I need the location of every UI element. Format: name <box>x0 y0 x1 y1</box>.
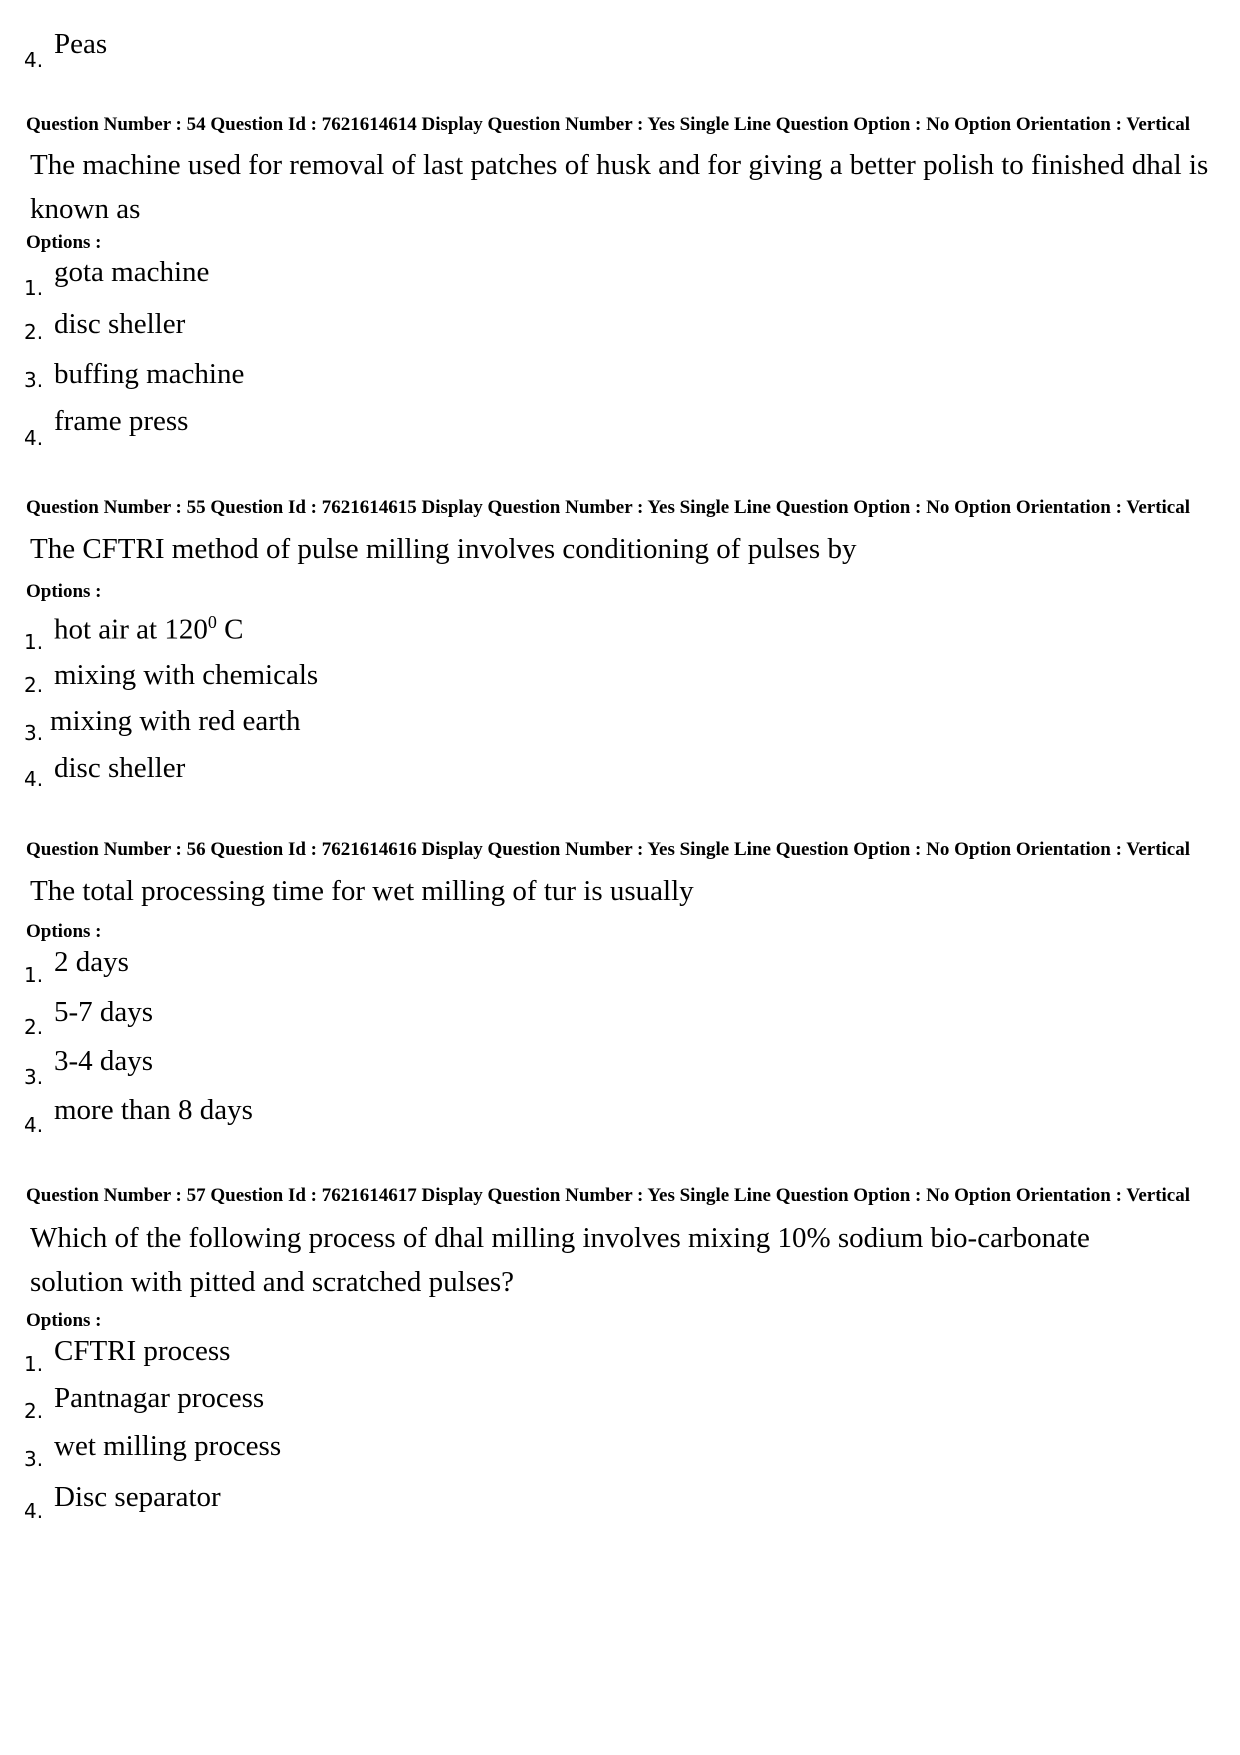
option-number: 2. <box>24 320 44 344</box>
q55-text: The CFTRI method of pulse milling involves conditioning of pulses by <box>30 533 857 565</box>
option-text: frame press <box>54 405 189 437</box>
option-text: gota machine <box>54 256 210 288</box>
q55-options-label: Options : <box>26 581 102 602</box>
option-text: mixing with red earth <box>50 705 301 737</box>
q54-options-label: Options : <box>26 232 102 253</box>
option-text: disc sheller <box>54 308 186 340</box>
option-text: more than 8 days <box>54 1094 253 1126</box>
degree-superscript: 0 <box>207 612 217 632</box>
option-text: 5-7 days <box>54 996 154 1028</box>
option-text: CFTRI process <box>54 1335 231 1367</box>
option-number: 1. <box>24 276 44 300</box>
option-text: 3-4 days <box>54 1045 154 1077</box>
option-number: 1. <box>24 963 44 987</box>
q54-meta: Question Number : 54 Question Id : 7621614614 Display Question Number : Yes Single Line Question Option : No Option Orientation : Vertical <box>26 114 1191 135</box>
q55-meta: Question Number : 55 Question Id : 7621614615 Display Question Number : Yes Single Line Question Option : No Option Orientation : Vertical <box>26 497 1191 518</box>
option-number: 4. <box>24 426 44 450</box>
option-number: 2. <box>24 1399 44 1423</box>
q56-meta: Question Number : 56 Question Id : 7621614616 Display Question Number : Yes Single Line Question Option : No Option Orientation : Vertical <box>26 839 1191 860</box>
option-number: 2. <box>24 1015 44 1039</box>
option-number: 1. <box>24 1352 44 1376</box>
q56-text: The total processing time for wet milling of tur is usually <box>30 875 694 907</box>
option-text: 2 days <box>54 946 129 978</box>
option-text-main: hot air at 120 <box>54 613 208 646</box>
option-text <box>54 612 243 647</box>
option-number: 2. <box>24 673 44 697</box>
option-text: disc sheller <box>54 752 186 784</box>
q56-options-label: Options : <box>26 921 102 942</box>
q57-text: Which of the following process of dhal milling involves mixing 10% sodium bio-carbonate solution with pitted and scratched pulses? <box>30 1222 1090 1298</box>
q57-options-label: Options : <box>26 1310 102 1331</box>
option-text: wet milling process <box>54 1430 282 1462</box>
option-text: Pantnagar process <box>54 1382 265 1414</box>
option-text: Disc separator <box>54 1481 221 1513</box>
option-text: buffing machine <box>54 358 245 390</box>
option-number: 3. <box>24 721 44 745</box>
option-number: 3. <box>24 368 44 392</box>
option-number: 4. <box>24 767 44 791</box>
option-number: 4. <box>24 1113 44 1137</box>
option-text-unit: C <box>216 613 244 646</box>
option-text: mixing with chemicals <box>54 659 319 691</box>
option-number: 3. <box>24 1447 44 1471</box>
option-text: Peas <box>54 28 108 60</box>
q54-text: The machine used for removal of last patches of husk and for giving a better polish to finished dhal is known as <box>30 149 1209 225</box>
option-number: 4. <box>24 1499 44 1523</box>
option-number: 4. <box>24 48 44 72</box>
q57-meta: Question Number : 57 Question Id : 7621614617 Display Question Number : Yes Single Line Question Option : No Option Orientation : Vertical <box>26 1185 1191 1206</box>
option-number: 1. <box>24 630 44 654</box>
option-number: 3. <box>24 1065 44 1089</box>
